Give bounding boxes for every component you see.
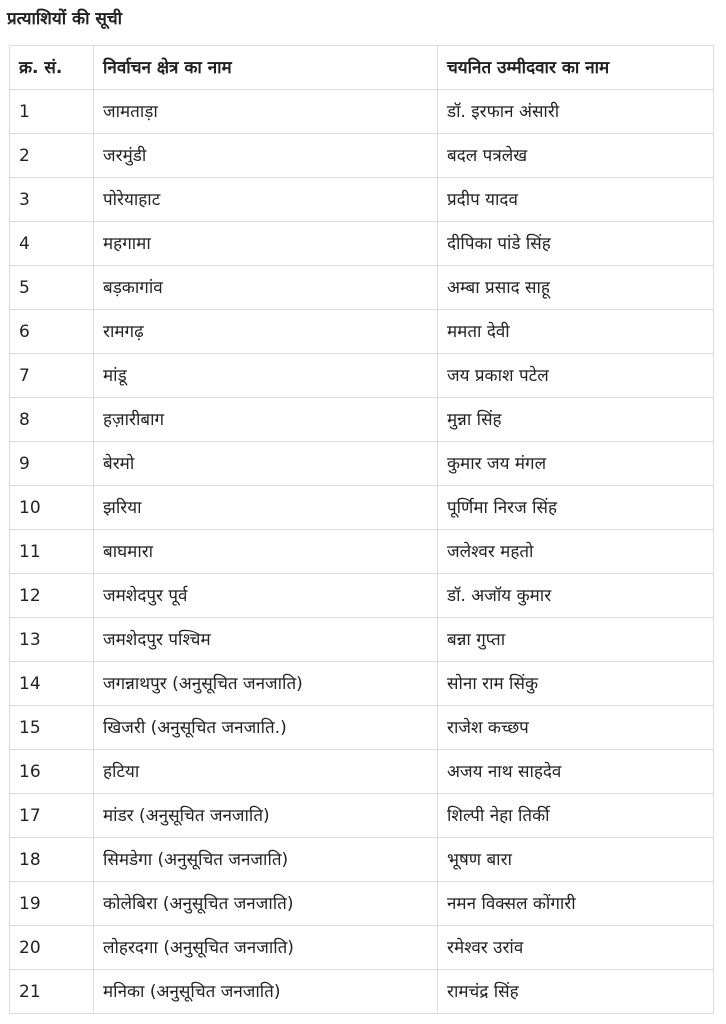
serial-number-cell: 20 xyxy=(10,926,94,970)
serial-number-cell: 7 xyxy=(10,354,94,398)
table-row xyxy=(10,222,714,266)
constituency-cell: जरमुंडी xyxy=(94,134,438,178)
column-header-serial-number: क्र. सं. xyxy=(10,46,94,90)
table-row xyxy=(10,398,714,442)
candidate-cell: जलेश्वर महतो xyxy=(438,530,714,574)
table-row xyxy=(10,794,714,838)
candidate-cell: डॉ. अजॉय कुमार xyxy=(438,574,714,618)
serial-number-cell: 11 xyxy=(10,530,94,574)
table-row xyxy=(10,530,714,574)
table-row xyxy=(10,970,714,1014)
constituency-cell: मांडू xyxy=(94,354,438,398)
constituency-cell: हटिया xyxy=(94,750,438,794)
constituency-cell: जमशेदपुर पूर्व xyxy=(94,574,438,618)
constituency-cell: बड़कागांव xyxy=(94,266,438,310)
serial-number-cell: 15 xyxy=(10,706,94,750)
table-row xyxy=(10,486,714,530)
serial-number-cell: 21 xyxy=(10,970,94,1014)
serial-number-cell: 16 xyxy=(10,750,94,794)
serial-number-cell: 10 xyxy=(10,486,94,530)
candidate-cell: सोना राम सिंकु xyxy=(438,662,714,706)
constituency-cell: बाघमारा xyxy=(94,530,438,574)
table-row xyxy=(10,178,714,222)
serial-number-cell: 1 xyxy=(10,90,94,134)
constituency-cell: कोलेबिरा (अनुसूचित जनजाति) xyxy=(94,882,438,926)
candidate-cell: मुन्ना सिंह xyxy=(438,398,714,442)
table-row xyxy=(10,442,714,486)
constituency-cell: जमशेदपुर पश्चिम xyxy=(94,618,438,662)
candidate-cell: दीपिका पांडे सिंह xyxy=(438,222,714,266)
serial-number-cell: 2 xyxy=(10,134,94,178)
table-row xyxy=(10,838,714,882)
table-row xyxy=(10,266,714,310)
candidate-cell: भूषण बारा xyxy=(438,838,714,882)
candidate-cell: बन्ना गुप्ता xyxy=(438,618,714,662)
candidate-cell: अजय नाथ साहदेव xyxy=(438,750,714,794)
candidate-cell: पूर्णिमा निरज सिंह xyxy=(438,486,714,530)
table-row xyxy=(10,354,714,398)
table-row xyxy=(10,750,714,794)
table-row xyxy=(10,134,714,178)
candidate-cell: कुमार जय मंगल xyxy=(438,442,714,486)
candidate-cell: राजेश कच्छप xyxy=(438,706,714,750)
serial-number-cell: 17 xyxy=(10,794,94,838)
candidate-cell: रामचंद्र सिंह xyxy=(438,970,714,1014)
serial-number-cell: 14 xyxy=(10,662,94,706)
constituency-cell: खिजरी (अनुसूचित जनजाति.) xyxy=(94,706,438,750)
constituency-cell: झरिया xyxy=(94,486,438,530)
table-row xyxy=(10,574,714,618)
constituency-cell: रामगढ़ xyxy=(94,310,438,354)
constituency-cell: मनिका (अनुसूचित जनजाति) xyxy=(94,970,438,1014)
page-title: प्रत्याशियों की सूची xyxy=(7,9,123,29)
serial-number-cell: 19 xyxy=(10,882,94,926)
candidate-cell: जय प्रकाश पटेल xyxy=(438,354,714,398)
constituency-cell: मांडर (अनुसूचित जनजाति) xyxy=(94,794,438,838)
candidate-cell: शिल्पी नेहा तिर्की xyxy=(438,794,714,838)
table-row xyxy=(10,90,714,134)
constituency-cell: हज़ारीबाग xyxy=(94,398,438,442)
constituency-cell: जगन्नाथपुर (अनुसूचित जनजाति) xyxy=(94,662,438,706)
table-row xyxy=(10,310,714,354)
serial-number-cell: 9 xyxy=(10,442,94,486)
constituency-cell: महगामा xyxy=(94,222,438,266)
constituency-cell: लोहरदगा (अनुसूचित जनजाति) xyxy=(94,926,438,970)
serial-number-cell: 18 xyxy=(10,838,94,882)
column-header-constituency: निर्वाचन क्षेत्र का नाम xyxy=(94,46,438,90)
table-header-row xyxy=(10,46,714,90)
constituency-cell: पोरेयाहाट xyxy=(94,178,438,222)
candidate-cell: बदल पत्रलेख xyxy=(438,134,714,178)
serial-number-cell: 12 xyxy=(10,574,94,618)
serial-number-cell: 3 xyxy=(10,178,94,222)
serial-number-cell: 5 xyxy=(10,266,94,310)
table-row xyxy=(10,618,714,662)
candidate-cell: ममता देवी xyxy=(438,310,714,354)
candidates-table xyxy=(9,45,714,1014)
candidate-cell: प्रदीप यादव xyxy=(438,178,714,222)
candidate-cell: अम्बा प्रसाद साहू xyxy=(438,266,714,310)
serial-number-cell: 6 xyxy=(10,310,94,354)
serial-number-cell: 4 xyxy=(10,222,94,266)
candidate-cell: नमन विक्सल कोंगारी xyxy=(438,882,714,926)
table-row xyxy=(10,662,714,706)
column-header-candidate: चयनित उम्मीदवार का नाम xyxy=(438,46,714,90)
constituency-cell: जामताड़ा xyxy=(94,90,438,134)
serial-number-cell: 13 xyxy=(10,618,94,662)
candidate-cell: रमेश्वर उरांव xyxy=(438,926,714,970)
table-row xyxy=(10,706,714,750)
candidate-cell: डॉ. इरफान अंसारी xyxy=(438,90,714,134)
table-row xyxy=(10,882,714,926)
table-row xyxy=(10,926,714,970)
constituency-cell: बेरमो xyxy=(94,442,438,486)
constituency-cell: सिमडेगा (अनुसूचित जनजाति) xyxy=(94,838,438,882)
serial-number-cell: 8 xyxy=(10,398,94,442)
